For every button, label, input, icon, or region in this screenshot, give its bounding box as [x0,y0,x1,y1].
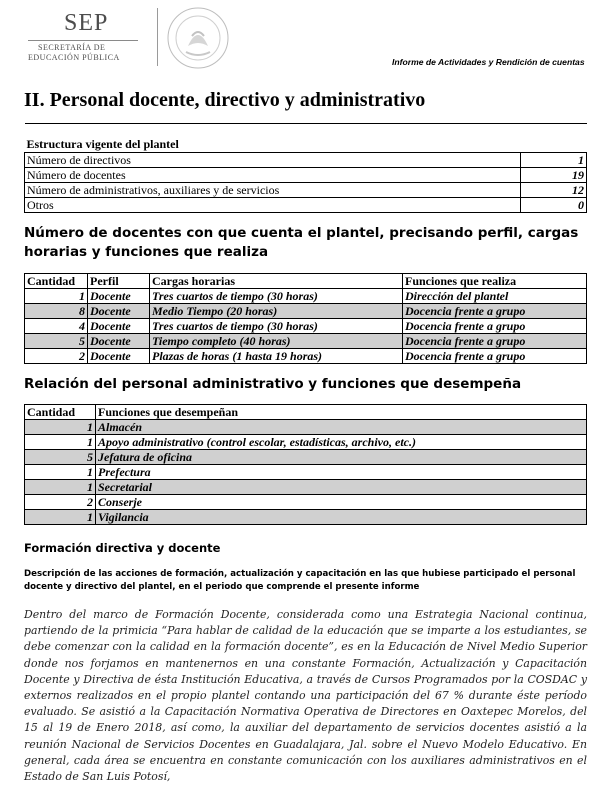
table-row [25,495,587,510]
sep-logo-rule [28,40,138,41]
table-row [25,334,587,349]
cell-cantidad: 1 [25,510,96,525]
cell-cantidad: 8 [25,304,88,319]
col-header-funciones: Funciones que desempeñan [96,405,587,420]
cell-funcion: Prefectura [96,465,587,480]
cell-funciones: Docencia frente a grupo [403,319,587,334]
cell-cargas: Tiempo completo (40 horas) [150,334,403,349]
table-row [25,289,587,304]
cell-cargas: Medio Tiempo (20 horas) [150,304,403,319]
formacion-heading: Formación directiva y docente [24,541,221,555]
cell-funcion: Vigilancia [96,510,587,525]
cell-funciones: Docencia frente a grupo [403,349,587,364]
table-row [25,349,587,364]
cell-cantidad: 1 [25,289,88,304]
cell-funcion: Secretarial [96,480,587,495]
cell-funcion: Apoyo administrativo (control escolar, estadísticas, archivo, etc.) [96,435,587,450]
cell-funciones: Docencia frente a grupo [403,334,587,349]
table-row [25,198,587,213]
col-header-perfil: Perfil [88,274,150,289]
col-header-cantidad: Cantidad [25,274,88,289]
sep-logo [28,10,153,66]
administrativo-table [24,404,587,525]
sep-logo-subtitle-2: EDUCACIÓN PÚBLICA [28,53,120,62]
cell-perfil: Docente [88,289,150,304]
table-row [25,168,587,183]
table-row [25,420,587,435]
formacion-description: Descripción de las acciones de formación, actualización y capacitación en las que hubiese participado el personal docente y directivo del plantel, en el periodo que comprende el presente informe [24,569,576,592]
cell-cantidad: 1 [25,420,96,435]
table-row [25,183,587,198]
cell-perfil: Docente [88,334,150,349]
table-row [25,465,587,480]
estructura-label: Otros [25,198,521,213]
sep-logo-text: SEP [64,10,109,36]
cell-perfil: Docente [88,319,150,334]
cell-perfil: Docente [88,304,150,319]
col-header-cargas: Cargas horarias [150,274,403,289]
table-header-row [25,274,587,289]
table-row [25,304,587,319]
estructura-table [24,123,587,213]
estructura-value: 19 [521,168,587,183]
cell-cantidad: 2 [25,349,88,364]
table-row [25,510,587,525]
col-header-cantidad: Cantidad [25,405,96,420]
table-row [25,435,587,450]
cell-cargas: Plazas de horas (1 hasta 19 horas) [150,349,403,364]
administrativo-heading: Relación del personal administrativo y funciones que desempeña [24,376,522,392]
estructura-title: Estructura vigente del plantel [25,124,587,153]
cell-cantidad: 5 [25,334,88,349]
formacion-body: Dentro del marco de Formación Docente, considerada como una Estrategia Nacional continua, partiendo de la primicia “Para hablar de calidad de la educación que se imparte a los estudiantes, se debe comenzar con la calidad en la formación docente”, es en la Educación de Nivel Medio Superior donde nos forjamos en mantenernos en una constante Formación, Actualización y Capacitación Docente y Directiva de ésta Institución Educativa, a través de Cursos Programados por la COSDAC y externos realizados en el propio plantel contando una participación del 67 % durante éste período evaluado. Se asistió a la Capacitación Normativa Operativa de Directores en Oaxtepec Morelos, del 15 al 19 de Enero 2018, así como, la auxiliar del departamento de servicios docentes asistió a la reunión Nacional de Servicios Docentes en Guadalajara, Jal. sobre el Nuevo Modelo Educativo. En general, cada área se encuentra en constante comunicación con los auxiliares administrativos en el Estado de San Luis Potosí, [24,608,587,784]
table-row [25,153,587,168]
cell-cantidad: 1 [25,480,96,495]
table-row [25,319,587,334]
table-row [25,480,587,495]
estructura-value: 12 [521,183,587,198]
estructura-value: 1 [521,153,587,168]
report-title: Informe de Actividades y Rendición de cuentas [392,57,585,67]
col-header-funciones: Funciones que realiza [403,274,587,289]
cell-cantidad: 4 [25,319,88,334]
cell-cantidad: 1 [25,435,96,450]
cell-funcion: Conserje [96,495,587,510]
national-seal-icon [166,6,230,70]
estructura-label: Número de directivos [25,153,521,168]
cell-perfil: Docente [88,349,150,364]
docentes-heading: Número de docentes con que cuenta el plantel, precisando perfil, cargas horarias y funciones que realiza [24,225,579,260]
estructura-label: Número de docentes [25,168,521,183]
cell-funciones: Docencia frente a grupo [403,304,587,319]
table-header-row [25,405,587,420]
estructura-value: 0 [521,198,587,213]
sep-logo-subtitle-1: SECRETARÍA DE [38,43,106,52]
cell-cantidad: 5 [25,450,96,465]
cell-cargas: Tres cuartos de tiempo (30 horas) [150,289,403,304]
table-row [25,450,587,465]
cell-cantidad: 1 [25,465,96,480]
page-title: II. Personal docente, directivo y administrativo [24,89,426,111]
cell-cantidad: 2 [25,495,96,510]
cell-funcion: Almacén [96,420,587,435]
docentes-table [24,273,587,364]
estructura-label: Número de administrativos, auxiliares y de servicios [25,183,521,198]
cell-funcion: Jefatura de oficina [96,450,587,465]
header-divider [157,8,158,66]
cell-funciones: Dirección del plantel [403,289,587,304]
cell-cargas: Tres cuartos de tiempo (30 horas) [150,319,403,334]
